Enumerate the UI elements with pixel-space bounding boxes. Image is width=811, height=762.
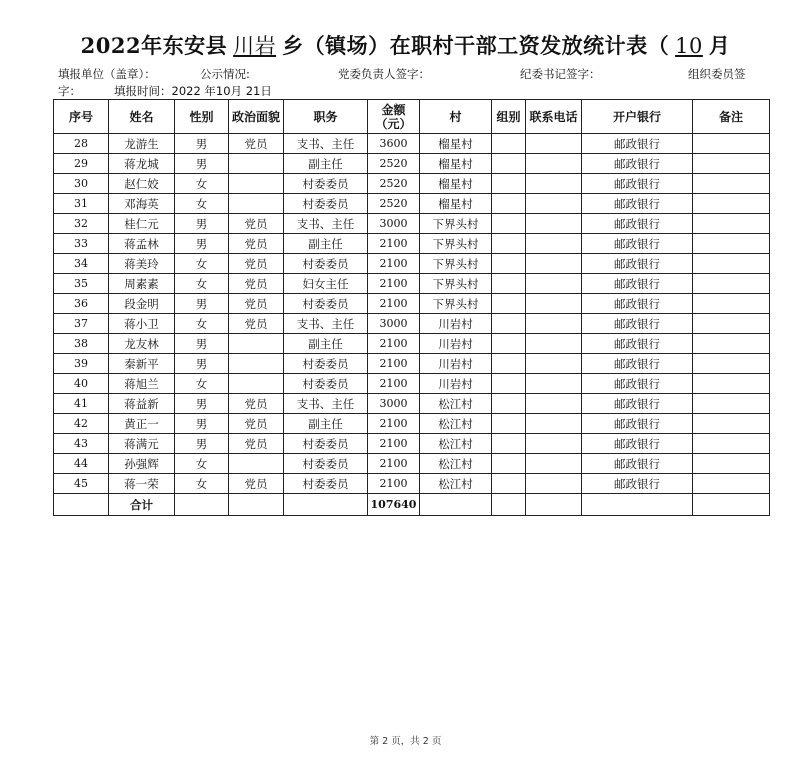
- cell-position: 副主任: [284, 154, 368, 174]
- cell-political: [229, 154, 284, 174]
- header-bank: 开户银行: [582, 100, 693, 134]
- cell-group: [492, 134, 526, 154]
- cell-name: 周素素: [109, 274, 175, 294]
- cell-remark: [693, 294, 770, 314]
- cell-group: [492, 314, 526, 334]
- table-row: [54, 374, 770, 394]
- page-title: [0, 30, 811, 60]
- cell-no: 35: [54, 274, 109, 294]
- cell-gender: 男: [175, 134, 229, 154]
- title-prefix: 2022年东安县: [80, 33, 228, 58]
- cell-no: 37: [54, 314, 109, 334]
- cell-political: 党员: [229, 234, 284, 254]
- cell-gender: 男: [175, 234, 229, 254]
- cell-no: 41: [54, 394, 109, 414]
- cell-village: 榴星村: [420, 154, 492, 174]
- cell-village: 榴星村: [420, 194, 492, 214]
- table-row: [54, 354, 770, 374]
- cell-group: [492, 374, 526, 394]
- cell-remark: [693, 214, 770, 234]
- table-row: [54, 134, 770, 154]
- cell-group: [492, 474, 526, 494]
- cell-phone: [526, 154, 582, 174]
- cell-position: 村委委员: [284, 434, 368, 454]
- table-row: [54, 474, 770, 494]
- cell-no: 31: [54, 194, 109, 214]
- cell-no: 44: [54, 454, 109, 474]
- cell-amount: 3000: [368, 394, 420, 414]
- cell-phone: [526, 194, 582, 214]
- cell-gender: 女: [175, 174, 229, 194]
- cell-group: [492, 294, 526, 314]
- cell-no: 43: [54, 434, 109, 454]
- cell-no: 28: [54, 134, 109, 154]
- cell-no: 34: [54, 254, 109, 274]
- cell-position: 副主任: [284, 334, 368, 354]
- org-sign-continued: 字：: [58, 84, 81, 98]
- cell-gender: 男: [175, 214, 229, 234]
- cell-village: 松江村: [420, 434, 492, 454]
- cell-bank: 邮政银行: [582, 174, 693, 194]
- cell-bank: 邮政银行: [582, 354, 693, 374]
- cell-amount: 3000: [368, 314, 420, 334]
- cell-bank: 邮政银行: [582, 234, 693, 254]
- cell-bank: 邮政银行: [582, 334, 693, 354]
- cell-remark: [693, 194, 770, 214]
- cell-group: [492, 254, 526, 274]
- cell-amount: 2100: [368, 274, 420, 294]
- cell-gender: 男: [175, 434, 229, 454]
- cell-position: 村委委员: [284, 454, 368, 474]
- cell-amount: 2100: [368, 434, 420, 454]
- table-row: [54, 294, 770, 314]
- cell-name: 蒋小卫: [109, 314, 175, 334]
- cell-position: 村委委员: [284, 194, 368, 214]
- cell-phone: [526, 394, 582, 414]
- cell-group: [492, 394, 526, 414]
- cell-position: 村委委员: [284, 294, 368, 314]
- cell-political: [229, 174, 284, 194]
- total-cell-remark: [693, 494, 770, 516]
- cell-political: 党员: [229, 134, 284, 154]
- cell-name: 段金明: [109, 294, 175, 314]
- cell-political: [229, 454, 284, 474]
- cell-amount: 3000: [368, 214, 420, 234]
- cell-group: [492, 454, 526, 474]
- cell-political: 党员: [229, 314, 284, 334]
- cell-political: 党员: [229, 474, 284, 494]
- cell-village: 松江村: [420, 414, 492, 434]
- cell-position: 村委委员: [284, 374, 368, 394]
- cell-name: 龙友林: [109, 334, 175, 354]
- cell-gender: 男: [175, 294, 229, 314]
- cell-name: 龙游生: [109, 134, 175, 154]
- cell-bank: 邮政银行: [582, 254, 693, 274]
- cell-no: 39: [54, 354, 109, 374]
- cell-political: [229, 194, 284, 214]
- cell-group: [492, 194, 526, 214]
- org-sign-label: 组织委员签: [688, 67, 746, 81]
- cell-village: 下界头村: [420, 294, 492, 314]
- total-cell-gender: [175, 494, 229, 516]
- cell-village: 川岩村: [420, 354, 492, 374]
- public-status-label: 公示情况:: [200, 67, 250, 81]
- cell-remark: [693, 454, 770, 474]
- cell-political: [229, 334, 284, 354]
- cell-name: 蒋孟林: [109, 234, 175, 254]
- header-phone: 联系电话: [526, 100, 582, 134]
- cell-village: 松江村: [420, 454, 492, 474]
- cell-phone: [526, 414, 582, 434]
- cell-amount: 2100: [368, 454, 420, 474]
- cell-amount: 2100: [368, 334, 420, 354]
- table-row: [54, 234, 770, 254]
- table-row: [54, 174, 770, 194]
- cell-phone: [526, 174, 582, 194]
- cell-bank: 邮政银行: [582, 434, 693, 454]
- page-footer: 第 2 页，共 2 页: [369, 736, 442, 747]
- header-political: 政治面貌: [229, 100, 284, 134]
- cell-group: [492, 174, 526, 194]
- cell-phone: [526, 354, 582, 374]
- cell-position: 副主任: [284, 234, 368, 254]
- cell-village: 榴星村: [420, 134, 492, 154]
- header-remark: 备注: [693, 100, 770, 134]
- cell-remark: [693, 434, 770, 454]
- cell-bank: 邮政银行: [582, 214, 693, 234]
- cell-amount: 2100: [368, 294, 420, 314]
- cell-remark: [693, 334, 770, 354]
- table-row: [54, 254, 770, 274]
- cell-amount: 2100: [368, 414, 420, 434]
- cell-village: 下界头村: [420, 214, 492, 234]
- cell-bank: 邮政银行: [582, 414, 693, 434]
- cell-phone: [526, 274, 582, 294]
- cell-bank: 邮政银行: [582, 374, 693, 394]
- cell-amount: 3600: [368, 134, 420, 154]
- cell-name: 蒋一荣: [109, 474, 175, 494]
- cell-name: 蒋益新: [109, 394, 175, 414]
- cell-group: [492, 214, 526, 234]
- table-row: [54, 214, 770, 234]
- cell-remark: [693, 174, 770, 194]
- cell-political: 党员: [229, 254, 284, 274]
- header-no: 序号: [54, 100, 109, 134]
- cell-remark: [693, 374, 770, 394]
- table-row: [54, 274, 770, 294]
- header-village: 村: [420, 100, 492, 134]
- cell-name: 蒋旭兰: [109, 374, 175, 394]
- cell-amount: 2520: [368, 174, 420, 194]
- table-body: [54, 134, 770, 494]
- cell-group: [492, 274, 526, 294]
- cell-amount: 2520: [368, 194, 420, 214]
- cell-position: 村委委员: [284, 354, 368, 374]
- cell-political: 党员: [229, 434, 284, 454]
- cell-phone: [526, 234, 582, 254]
- header-amount-line2: （元）: [375, 116, 412, 131]
- cell-village: 榴星村: [420, 174, 492, 194]
- cell-phone: [526, 134, 582, 154]
- cell-remark: [693, 474, 770, 494]
- cell-name: 赵仁姣: [109, 174, 175, 194]
- title-middle: 乡（镇场）在职村干部工资发放统计表（: [282, 33, 670, 58]
- cell-position: 村委委员: [284, 174, 368, 194]
- cell-position: 妇女主任: [284, 274, 368, 294]
- cell-amount: 2520: [368, 154, 420, 174]
- cell-position: 村委委员: [284, 254, 368, 274]
- header-group: 组别: [492, 100, 526, 134]
- cell-bank: 邮政银行: [582, 154, 693, 174]
- cell-bank: 邮政银行: [582, 454, 693, 474]
- cell-remark: [693, 254, 770, 274]
- cell-name: 蒋龙城: [109, 154, 175, 174]
- header-amount: [368, 100, 420, 134]
- cell-gender: 女: [175, 254, 229, 274]
- table-row: [54, 434, 770, 454]
- party-sign-label: 党委负责人签字：: [338, 67, 430, 81]
- cell-village: 下界头村: [420, 234, 492, 254]
- cell-group: [492, 354, 526, 374]
- cell-no: 38: [54, 334, 109, 354]
- cell-political: 党员: [229, 274, 284, 294]
- cell-phone: [526, 454, 582, 474]
- cell-phone: [526, 294, 582, 314]
- total-cell-position: [284, 494, 368, 516]
- cell-gender: 男: [175, 154, 229, 174]
- cell-no: 29: [54, 154, 109, 174]
- cell-name: 桂仁元: [109, 214, 175, 234]
- cell-remark: [693, 274, 770, 294]
- title-township: 川岩: [233, 34, 277, 58]
- total-label: 合计: [109, 494, 175, 516]
- cell-gender: 女: [175, 454, 229, 474]
- cell-political: 党员: [229, 394, 284, 414]
- cell-amount: 2100: [368, 474, 420, 494]
- cell-remark: [693, 394, 770, 414]
- cell-political: 党员: [229, 214, 284, 234]
- cell-amount: 2100: [368, 234, 420, 254]
- total-cell-phone: [526, 494, 582, 516]
- table-row: [54, 394, 770, 414]
- cell-remark: [693, 314, 770, 334]
- cell-political: 党员: [229, 294, 284, 314]
- cell-village: 川岩村: [420, 314, 492, 334]
- cell-political: [229, 354, 284, 374]
- cell-group: [492, 414, 526, 434]
- cell-no: 30: [54, 174, 109, 194]
- table-row: [54, 314, 770, 334]
- cell-gender: 女: [175, 314, 229, 334]
- cell-village: 松江村: [420, 474, 492, 494]
- table-row: [54, 454, 770, 474]
- cell-name: 邓海英: [109, 194, 175, 214]
- total-cell-no: [54, 494, 109, 516]
- cell-name: 蒋满元: [109, 434, 175, 454]
- cell-village: 下界头村: [420, 274, 492, 294]
- cell-name: 孙强辉: [109, 454, 175, 474]
- cell-phone: [526, 334, 582, 354]
- cell-no: 32: [54, 214, 109, 234]
- table-row: [54, 414, 770, 434]
- cell-phone: [526, 474, 582, 494]
- cell-remark: [693, 154, 770, 174]
- cell-bank: 邮政银行: [582, 134, 693, 154]
- cell-gender: 女: [175, 474, 229, 494]
- title-month: 10: [675, 34, 703, 58]
- cell-bank: 邮政银行: [582, 194, 693, 214]
- cell-group: [492, 154, 526, 174]
- cell-bank: 邮政银行: [582, 294, 693, 314]
- discipline-sign-label: 纪委书记签字：: [520, 67, 601, 81]
- total-row: [54, 494, 770, 516]
- cell-position: 支书、主任: [284, 394, 368, 414]
- total-cell-group: [492, 494, 526, 516]
- cell-phone: [526, 374, 582, 394]
- cell-gender: 男: [175, 414, 229, 434]
- report-time-label: 填报时间：2022 年10月 21日: [114, 84, 272, 98]
- cell-village: 松江村: [420, 394, 492, 414]
- table-row: [54, 154, 770, 174]
- cell-remark: [693, 134, 770, 154]
- cell-political: [229, 374, 284, 394]
- cell-phone: [526, 434, 582, 454]
- cell-gender: 男: [175, 334, 229, 354]
- salary-table: [53, 99, 770, 516]
- total-cell-bank: [582, 494, 693, 516]
- header-position: 职务: [284, 100, 368, 134]
- cell-no: 45: [54, 474, 109, 494]
- cell-remark: [693, 354, 770, 374]
- cell-gender: 男: [175, 394, 229, 414]
- cell-gender: 女: [175, 374, 229, 394]
- cell-amount: 2100: [368, 374, 420, 394]
- cell-position: 村委委员: [284, 474, 368, 494]
- cell-political: 党员: [229, 414, 284, 434]
- table-header-row: [54, 100, 770, 134]
- cell-bank: 邮政银行: [582, 394, 693, 414]
- cell-gender: 女: [175, 194, 229, 214]
- table-row: [54, 334, 770, 354]
- cell-bank: 邮政银行: [582, 314, 693, 334]
- cell-name: 黄正一: [109, 414, 175, 434]
- cell-group: [492, 334, 526, 354]
- header-amount-line1: 金额: [381, 102, 406, 117]
- title-suffix: 月: [708, 33, 731, 58]
- cell-phone: [526, 214, 582, 234]
- header-name: 姓名: [109, 100, 175, 134]
- total-amount: 107640: [368, 494, 420, 516]
- cell-gender: 男: [175, 354, 229, 374]
- cell-position: 副主任: [284, 414, 368, 434]
- cell-position: 支书、主任: [284, 214, 368, 234]
- cell-amount: 2100: [368, 354, 420, 374]
- cell-no: 40: [54, 374, 109, 394]
- cell-no: 36: [54, 294, 109, 314]
- cell-amount: 2100: [368, 254, 420, 274]
- cell-phone: [526, 254, 582, 274]
- cell-gender: 女: [175, 274, 229, 294]
- report-unit-label: 填报单位（盖章）：: [58, 67, 156, 81]
- cell-position: 支书、主任: [284, 134, 368, 154]
- cell-group: [492, 234, 526, 254]
- cell-bank: 邮政银行: [582, 274, 693, 294]
- total-cell-village: [420, 494, 492, 516]
- cell-village: 下界头村: [420, 254, 492, 274]
- cell-name: 蒋美玲: [109, 254, 175, 274]
- cell-phone: [526, 314, 582, 334]
- cell-no: 33: [54, 234, 109, 254]
- cell-village: 川岩村: [420, 334, 492, 354]
- table-row: [54, 194, 770, 214]
- cell-no: 42: [54, 414, 109, 434]
- cell-position: 支书、主任: [284, 314, 368, 334]
- cell-group: [492, 434, 526, 454]
- cell-bank: 邮政银行: [582, 474, 693, 494]
- cell-village: 川岩村: [420, 374, 492, 394]
- cell-remark: [693, 234, 770, 254]
- cell-name: 秦新平: [109, 354, 175, 374]
- total-cell-political: [229, 494, 284, 516]
- header-gender: 性别: [175, 100, 229, 134]
- cell-remark: [693, 414, 770, 434]
